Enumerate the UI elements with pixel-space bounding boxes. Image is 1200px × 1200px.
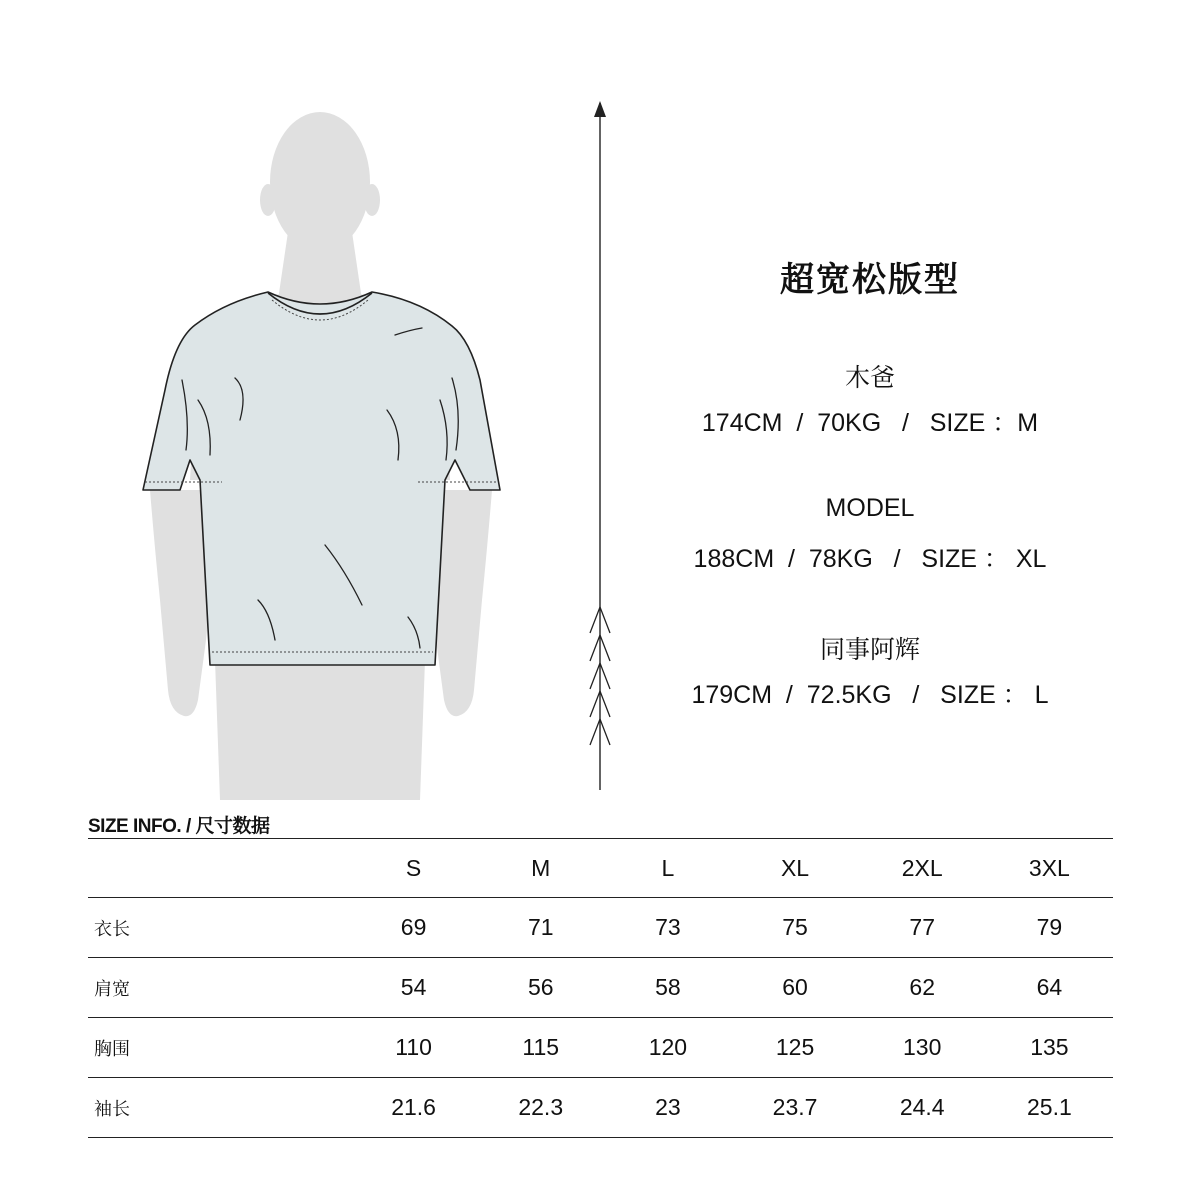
model-name-3: 同事阿辉 xyxy=(819,636,920,664)
header-size: S xyxy=(350,839,477,898)
table-cell: 71 xyxy=(477,898,604,958)
table-cell: 79 xyxy=(986,898,1113,958)
fit-info-panel xyxy=(660,0,1080,800)
table-cell: 23 xyxy=(604,1078,731,1138)
row-label: 胸围 xyxy=(88,1018,350,1078)
tshirt-model-illustration xyxy=(0,0,600,800)
header-size: XL xyxy=(731,839,858,898)
row-label: 衣长 xyxy=(88,898,350,958)
fit-title: 超宽松版型 xyxy=(780,261,960,299)
model-spec-1: 174CM / 70KG / SIZE ：M xyxy=(701,409,1039,437)
size-table-container xyxy=(88,838,1113,1138)
header-size: L xyxy=(604,839,731,898)
row-label: 肩宽 xyxy=(88,958,350,1018)
row-label: 袖长 xyxy=(88,1078,350,1138)
table-cell: 75 xyxy=(731,898,858,958)
table-cell: 115 xyxy=(477,1018,604,1078)
table-cell: 56 xyxy=(477,958,604,1018)
header-size: 3XL xyxy=(986,839,1113,898)
table-cell: 110 xyxy=(350,1018,477,1078)
table-row xyxy=(88,898,1113,958)
model-spec-3: 179CM / 72.5KG / SIZE ： L xyxy=(691,681,1049,709)
table-cell: 21.6 xyxy=(350,1078,477,1138)
header-size: M xyxy=(477,839,604,898)
table-cell: 23.7 xyxy=(731,1078,858,1138)
vertical-arrow-icon xyxy=(580,95,620,790)
model-name-2: MODEL xyxy=(825,494,915,522)
table-cell: 130 xyxy=(859,1018,986,1078)
size-header-row xyxy=(88,839,1113,898)
table-cell: 54 xyxy=(350,958,477,1018)
table-row xyxy=(88,1018,1113,1078)
table-cell: 64 xyxy=(986,958,1113,1018)
table-row xyxy=(88,958,1113,1018)
model-spec-2: 188CM / 78KG / SIZE ： XL xyxy=(693,545,1047,573)
table-cell: 120 xyxy=(604,1018,731,1078)
size-info-label: SIZE INFO. / 尺寸数据 xyxy=(88,816,270,837)
table-cell: 135 xyxy=(986,1018,1113,1078)
table-cell: 58 xyxy=(604,958,731,1018)
table-cell: 60 xyxy=(731,958,858,1018)
header-size: 2XL xyxy=(859,839,986,898)
table-cell: 73 xyxy=(604,898,731,958)
header-blank xyxy=(88,839,350,898)
table-cell: 125 xyxy=(731,1018,858,1078)
table-row xyxy=(88,1078,1113,1138)
table-cell: 24.4 xyxy=(859,1078,986,1138)
table-cell: 62 xyxy=(859,958,986,1018)
model-name-1: 木爸 xyxy=(844,364,895,392)
table-cell: 22.3 xyxy=(477,1078,604,1138)
table-cell: 69 xyxy=(350,898,477,958)
size-table xyxy=(88,838,1113,1138)
table-cell: 25.1 xyxy=(986,1078,1113,1138)
table-cell: 77 xyxy=(859,898,986,958)
